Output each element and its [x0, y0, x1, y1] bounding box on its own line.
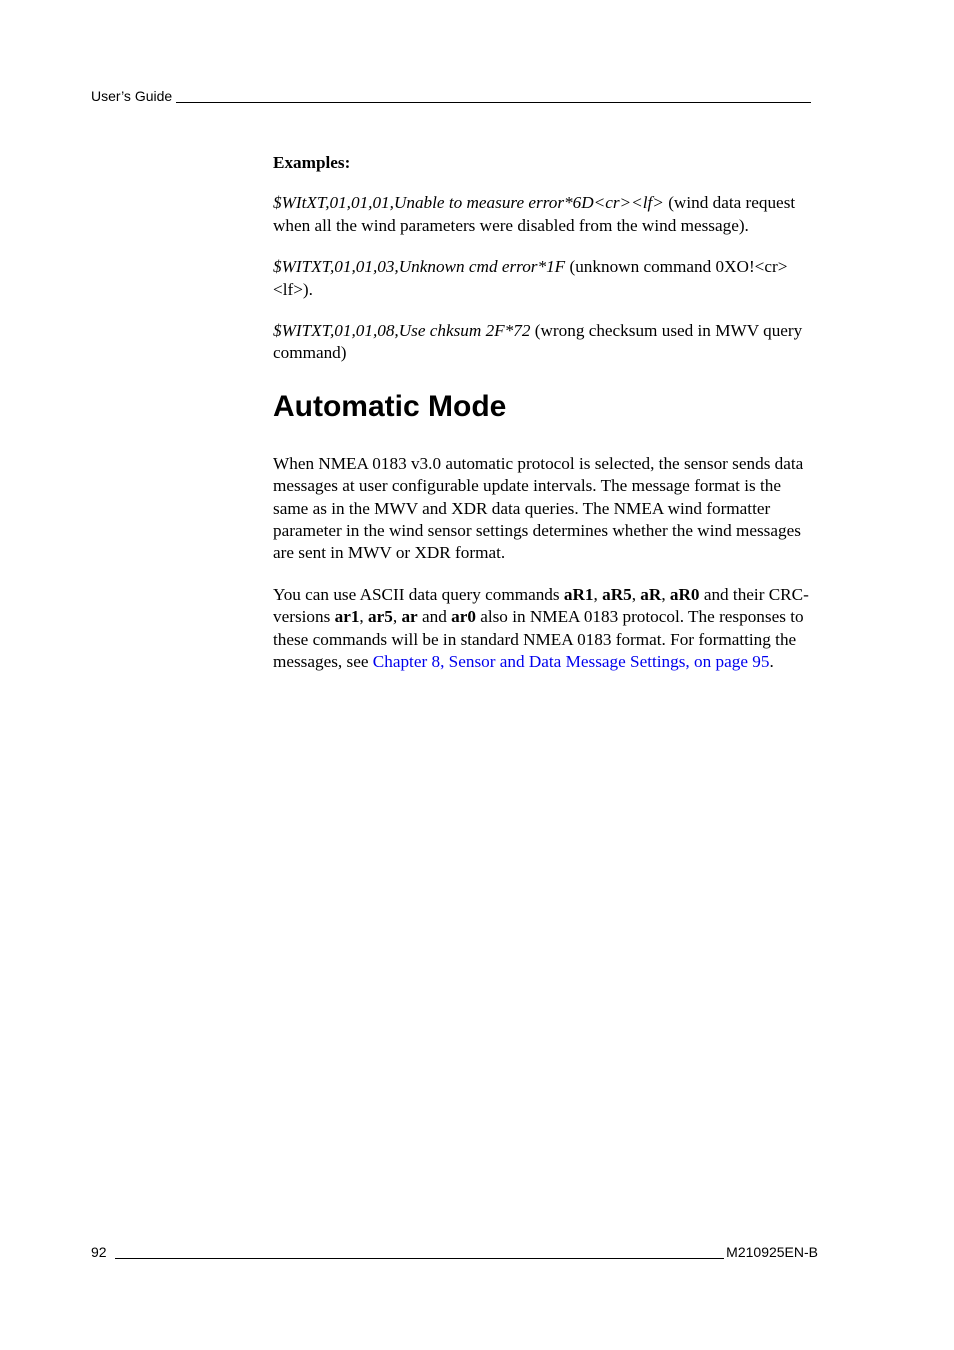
example-1	[273, 192, 818, 237]
command-aR5: aR5	[602, 584, 632, 604]
page-footer	[91, 1242, 818, 1262]
example-3-desc: (wrong checksum used in MWV query command)	[273, 321, 803, 363]
command-ar5: ar5	[368, 607, 393, 627]
command-ar1: ar1	[334, 607, 360, 627]
command-aR1: aR1	[563, 584, 594, 604]
examples-heading: Examples:	[273, 153, 351, 172]
section-paragraph-1: When NMEA 0183 v3.0 automatic protocol is selected, the sensor sends data messages at user configurable update intervals. The message format is the same as in the MWV and XDR data queries. The NMEA wind formatter parameter in the wind sensor settings determines whether the wind messages are sent in MWV or XDR format.	[273, 453, 804, 563]
footer-rule	[115, 1258, 725, 1259]
command-aR0: aR0	[669, 584, 700, 604]
section-paragraph-2: You can use ASCII data query commands aR1, aR5, aR, aR0 and their CRC-versions ar1, ar5, ar and ar0 also in NMEA 0183 protocol. The responses to these commands will be in standard NMEA 0183 format. For formatting the messages, see Chapter 8, Sensor and Data Message Settings, on page 95.	[273, 584, 809, 672]
example-2-code: $WITXT,01,01,03,Unknown cmd error*1F	[273, 257, 566, 277]
example-1-desc: (wind data request when all the wind parameters were disabled from the wind message).	[273, 193, 796, 235]
command-aR: aR	[640, 584, 662, 604]
command-ar0: ar0	[451, 607, 476, 627]
header-title: User’s Guide	[91, 88, 173, 104]
example-3	[273, 320, 818, 365]
document-code: M210925EN-B	[726, 1244, 818, 1260]
page-header	[91, 86, 811, 106]
example-2-desc: (unknown command 0XO!<cr><lf>).	[273, 257, 788, 299]
header-rule	[176, 102, 811, 103]
chapter-8-link[interactable]: Chapter 8, Sensor and Data Message Settings, on page 95	[372, 652, 770, 672]
command-ar: ar	[401, 607, 418, 627]
example-2	[273, 256, 818, 301]
example-1-code: $WItXT,01,01,01,Unable to measure error*6D<cr><lf>	[273, 193, 664, 213]
example-3-code: $WITXT,01,01,08,Use chksum 2F*72	[273, 321, 531, 341]
page-content	[273, 152, 818, 693]
page-number: 92	[91, 1244, 107, 1260]
section-title: Automatic Mode	[273, 389, 507, 423]
